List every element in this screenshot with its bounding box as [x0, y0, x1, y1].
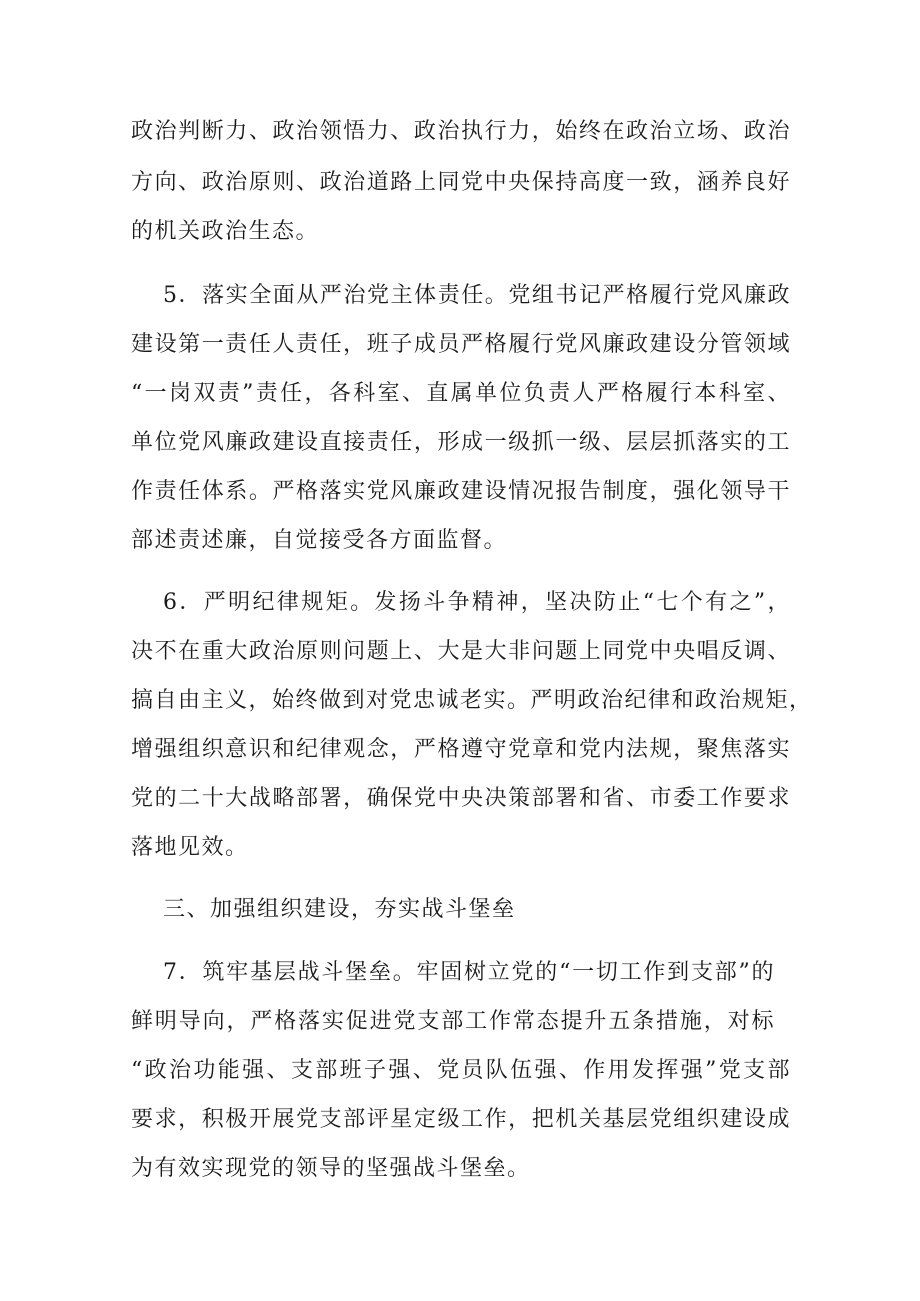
- paragraph-7-line-2: 鲜明导向，严格落实促进党支部工作常态提升五条措施，对标: [131, 1009, 775, 1034]
- paragraph-1-line-3: 的机关政治生态。: [131, 219, 320, 244]
- paragraph-7-line-3: “政治功能强、支部班子强、党员队伍强、作用发挥强”党支部: [131, 1058, 791, 1083]
- paragraph-6-line-6: 落地见效。: [131, 835, 249, 860]
- paragraph-5-line-3: “一岗双责”责任，各科室、直属单位负责人严格履行本科室、: [131, 381, 791, 406]
- section-heading: 三、加强组织建设，夯实战斗堡垒: [163, 897, 516, 922]
- paragraph-7-line-4: 要求，积极开展党支部评星定级工作，把机关基层党组织建设成: [131, 1107, 791, 1132]
- paragraph-5-line-2: 建设第一责任人责任，班子成员严格履行党风廉政建设分管领域: [131, 332, 791, 357]
- paragraph-5-line-6: 部述责述廉，自觉接受各方面监督。: [131, 528, 508, 553]
- paragraph-1-line-2: 方向、政治原则、政治道路上同党中央保持高度一致，涵养良好: [131, 170, 791, 195]
- paragraph-1-line-1: 政治判断力、政治领悟力、政治执行力，始终在政治立场、政治: [131, 119, 791, 144]
- paragraph-6-line-5: 党的二十大战略部署，确保党中央决策部署和省、市委工作要求: [131, 786, 791, 811]
- paragraph-6-line-2: 决不在重大政治原则问题上、大是大非问题上同党中央唱反调、: [131, 639, 791, 664]
- paragraph-5-line-4: 单位党风廉政建设直接责任，形成一级抓一级、层层抓落实的工: [131, 430, 791, 455]
- paragraph-7-line-5: 为有效实现党的领导的坚强战斗堡垒。: [131, 1156, 531, 1181]
- paragraph-5-line-1: 5．落实全面从严治党主体责任。党组书记严格履行党风廉政: [163, 283, 791, 308]
- paragraph-6-line-3: 搞自由主义，始终做到对党忠诚老实。严明政治纪律和政治规矩，: [131, 688, 813, 713]
- paragraph-6-line-1: 6．严明纪律规矩。发扬斗争精神，坚决防止“七个有之”，: [163, 590, 791, 615]
- paragraph-7-line-1: 7．筑牢基层战斗堡垒。牢固树立党的“一切工作到支部”的: [163, 960, 775, 985]
- paragraph-5-line-5: 作责任体系。严格落实党风廉政建设情况报告制度，强化领导干: [131, 479, 791, 504]
- paragraph-6-line-4: 增强组织意识和纪律观念，严格遵守党章和党内法规，聚焦落实: [131, 737, 791, 762]
